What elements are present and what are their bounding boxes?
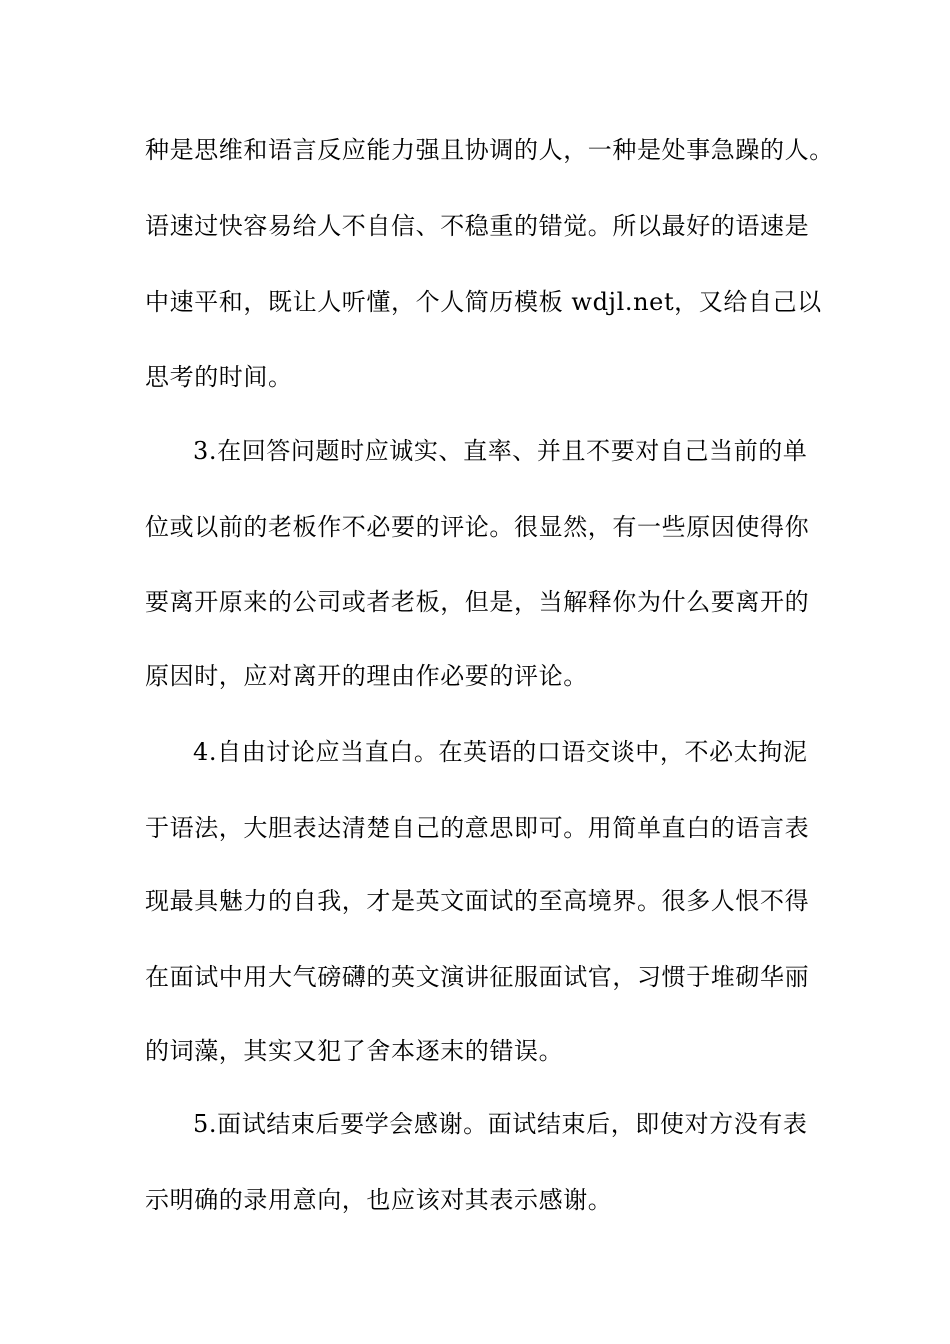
paragraph-line: 位或以前的老板作不必要的评论。很显然，有一些原因使得你 — [145, 513, 810, 541]
paragraph-line: 示明确的录用意向，也应该对其表示感谢。 — [145, 1186, 613, 1214]
paragraph-line: 语速过快容易给人不自信、不稳重的错觉。所以最好的语速是 — [145, 212, 810, 240]
paragraph-line: 5.面试结束后要学会感谢。面试结束后，即使对方没有表 — [193, 1110, 808, 1138]
paragraph-line: 原因时，应对离开的理由作必要的评论。 — [145, 662, 588, 690]
paragraph-line: 在面试中用大气磅礴的英文演讲征服面试官，习惯于堆砌华丽 — [145, 963, 810, 991]
paragraph-line: 的词藻，其实又犯了舍本逐末的错误。 — [145, 1037, 564, 1065]
paragraph-line: 要离开原来的公司或者老板，但是，当解释你为什么要离开的 — [145, 588, 810, 616]
paragraph-line: 现最具魅力的自我，才是英文面试的至高境界。很多人恨不得 — [145, 887, 810, 915]
paragraph-line: 中速平和，既让人听懂，个人简历模板 wdjl.net，又给自己以 — [145, 288, 822, 316]
paragraph-line: 种是思维和语言反应能力强且协调的人，一种是处事急躁的人。 — [145, 136, 834, 164]
paragraph-line: 于语法，大胆表达清楚自己的意思即可。用简单直白的语言表 — [145, 814, 810, 842]
paragraph-line: 思考的时间。 — [145, 363, 293, 391]
paragraph-line: 3.在回答问题时应诚实、直率、并且不要对自己当前的单 — [193, 437, 808, 465]
paragraph-line: 4.自由讨论应当直白。在英语的口语交谈中，不必太拘泥 — [193, 738, 808, 766]
